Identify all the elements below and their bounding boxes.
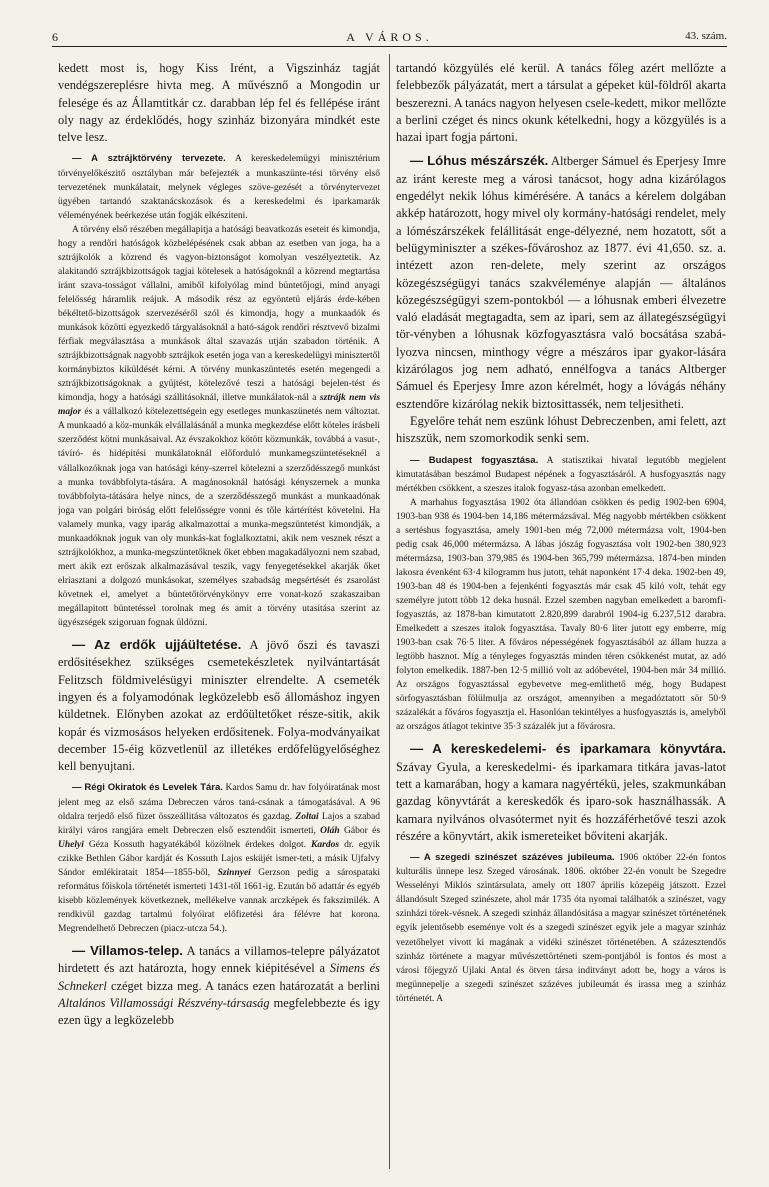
strike-law-p2 xyxy=(58,223,380,630)
strike-law-p2-text: A törvény első részében megállapitja a hatósági beavatkozás eseteit és kimondja, hogy a rendőri hatóságok közbelépésének csak abban az esetben van joga, ha a sztrájkolók a közrend és vagyon-biztonságot komolyan veszélyeztetik. Az alakitandó sztrájkbizottságok tagjai kötelesek a hatóságoknál a közrend megtartása iránt szava-tosságot vállalni, amiből kifolyólag mind büntetőjogi, mind anyagi felelősség háramlik reájuk. A második rész az egyöntetü eljárás érde-kében békéltető-bizottságok szervezéséről szól és kimondja, hogy a munkaadók és munkások közötti egyezkedő tárgyalásoknál a ható-ságok rendőri résztvevő bizalmi férfiak megválasztása a munkások által szavazás utján szabadon történik. A sztrájkbizottságnak nagyobb sztrájkok esetén joga van a kereskedelügyi minisztertől kormánybiztos kiküldését kérni. A törvény munkaszüntetés esetén megengedi a sztrájkbizottságoknak a gyüjtést, kötelezővé teszi a hatósági bejelen-tést és kimondja, hogy a hatósági szállitásoknál, illetve munkálatok-nál a xyxy=(58,224,380,404)
issue-number: 43. szám. xyxy=(685,30,727,42)
strike-law-p2-tail: és a vállalkozó kötelezettségein egy esetleges munkaszünetés nem változtat. A munkaadó a köz-munkák elvállalásánál a munka megkezdése előtt köteles irásbeli szerződést kötni munkásaival. Az évszakokhoz kötött közmunkák, továbbá a vasut-, távíró- és hidépitési munkálatoknál előforduló munkamegszüntetéseknél a vállalkozóknak joga van hatósági kény-szerrel kötelezni a szerződésszegő munkást a munka továbbfolyta-tására. A magánosoknál hatósági kényszernek a munka továbbfolyta-tátására helye nincs, de a szerződésszegő munkást a munkaadónak joga van polgári biróság előtt felelősségre vonni és tőle kártérítést követelni. Ha valamely munka, vagy iparág alkalmazottai a munka-megszüntetést kimondják, a munkaadóknak joguk van oly munkás-kat foglalkoztatni, akik nem vesznek részt a sztrájkolókhoz, a munka-megszüntetőknek őket ebben magakadályozni nem szabad, mert akik ezt erőszak alkalmazásával teszik, vagy fenyegetésekkel akarják őket elriasztani a dolgozó munkásokat, személyes szabadság megsértését és zsarolást követnek el, amelyet a büntetőtörvénykönyv erre vonat-kozó szakaszaiban megállapitott büntetéssel torolnak meg és amit a törvény utasítása szerint az ügyészségek szigoruan fognak üldözni. xyxy=(58,407,380,629)
article-documents xyxy=(58,781,380,936)
heading-budapest-consumption: — Budapest fogyasztása. xyxy=(410,454,539,466)
horse-meat-p1: Altberger Sámuel és Eperjesy Imre az iránt kereste meg a városi tanácsot, hogy adna kizárólagos engedélyt nekik lóhus kimérésére. A tanács a kérelem dolgában akkép határozott, hogy mivel oly kormány-hatósági rendelet, mely a lómészárszékek felállitását enge-délyezné, nem hozatott, sőt a belügyminiszter a székes-fővároshoz az 1877. évi 41,650. sz. a. intézett azon ren-delete, mely szerint az országos közegészségügyi tanács szakvéleménye alapján — általános közegészségügyi szem-pontokból — a lóhusnak emberi élvezetre való eladását megtagadta, sem az ipari, sem az állategészségügyi tör-vényben a lóhusnak közfogyasztásra való bocsátása szabá-lyozva nincsen, minthogy végre a mészáros ipar gyakor-lására kizárólagos jog nem adható, ennélfogva a tanács Altberger Sámuel és Eperjesy Imre azon kérelmét, hogy a lóvágás néhány esztendőre kizárólag nekik biztosittassék, nem teljesitheti. xyxy=(396,154,726,411)
documents-text-2: Lajos a szabad királyi város rangjára emelt Debreczen első esztendőit ismerteti, xyxy=(58,811,380,836)
article-budapest-consumption xyxy=(396,454,726,496)
article-strike-law xyxy=(58,152,380,222)
heading-reforestation: — Az erdők ujjáültetése. xyxy=(72,637,242,653)
power-plant-text-1: A tanács a villamos-telepre pályázatot hirdetett és azt határozta, hogy ennek kiépitésével a xyxy=(58,943,380,976)
header-rule xyxy=(52,46,727,47)
strike-law-p1: A kereskedelemügyi minisztérium törvényelőkészitő osztályban már befejezték a munkaszünte-tési törvény első tervezetének munkálatait, melynek végleges szöve-gezését a törvénytervezet ügyében tartandó szaktanácskozások és a kereskedelmi és iparkamarák véleményének beérkezése után fogják elkésziteni. xyxy=(58,154,380,221)
name-uhelyi: Uhelyi xyxy=(58,839,84,850)
heading-documents: — Régi Okiratok és Levelek Tára. xyxy=(72,782,223,794)
article-horse-meat xyxy=(396,152,726,412)
horse-meat-p2: Egyelőre tehát nem eszünk lóhust Debreczenben, ami felett, azt hiszszük, nem szomorkodik senki sem. xyxy=(396,413,726,446)
power-plant-text-3: megfelebbezte és igy ezen ügy a legközelebb xyxy=(58,995,380,1028)
szeged-theatre-body: 1906 október 22-én fontos kulturális ünnepe lesz Szeged városának. 1806. október 22-én vonult be Szegedre Wesselényi Miklós szintársulata, amely ott 1807 április közepéig játszott. Ezzel állandósult Szeged szinészete, ahol már 1735 óta nyomai találhatók a szinészet, vagy szinházi törek-vésnek. A szegedi szinház állandósitása a magyar szinészet történetének egyik jelentősebb eseménye volt és a szegedi szinészet egyik jele a magyar szinház vezetőhelyet vivott ki magának a vidéki szinészet történetében. A százesztendős szinház története a magyar művészettörténeti szem-pontjából is fontos és most a városi főjegyző Ujlaki Antal és ötven társa inditványt adott be, hogy a város is megünnepelje a szegedi szinészet százéves jubileumát és irassa meg a szinház történetét. A xyxy=(396,853,726,1004)
column-divider xyxy=(389,54,390,1169)
name-zoltai: Zoltai xyxy=(295,811,319,822)
article-power-plant xyxy=(58,942,380,1029)
documents-text-3: Gábor és xyxy=(344,825,380,836)
left-intro: kedett most is, hogy Kiss Irént, a Vigszinház tagját vendégszereplésre hivta meg. A művésznő a Mongodin ur felesége és az Államtitkár cz. darabban lép fel és fellépése iránt oly nagy az érdeklődés, hogy szinház bizonyára mindkét este telve lesz. xyxy=(58,61,380,145)
strike-law-emphasis: sztrájk nem vis major xyxy=(58,393,380,418)
budapest-consumption-p1: A statisztikai hivatal legutóbb megjelent kimutatásában beszámol Budapest népének a fogyasztásáról. A husfogyasztás nagy mértékben csökkent, a szeszes italok fogyasz-tása azonban emelkedett. xyxy=(396,455,726,494)
name-kardos: Kardos xyxy=(311,839,340,850)
documents-text-1: Kardos Samu dr. hav folyóiratának most jelent meg az első száma Debreczen város taná-csának a támogatásával. A 96 oldalra terjedő első füzet összeállitása változatos és gazdag. xyxy=(58,783,380,822)
page-number: 6 xyxy=(52,30,59,44)
heading-szeged-theatre: — A szegedi szinészet százéves jubileuma. xyxy=(410,852,615,864)
right-column xyxy=(396,60,726,1172)
power-plant-text-2: czéget bizza meg. A tanács ezen határozatát a berlini xyxy=(111,978,380,993)
name-simens: Simens és Schnekerl xyxy=(58,961,380,993)
chamber-library-body: Szávay Gyula, a kereskedelmi- és iparkamara titkára javas-latot tett a kamarában, hogy a kamara nagyértékü, jeles, szakmunkában gazdag könyvtárát a kereskedők és iparo-sok használhassák. A kamara nyilvános olvasótermet nyit és hozzáférhetővé teszi azok részére a könyvtárt, akik ismereteiket bőviteni akarják. xyxy=(396,759,726,843)
reforestation-body: A jövő őszi és tavaszi erdősitésekhez szükséges csemetekészletek nyilvántartását Felitzsch földmivelésügyi miniszter elrendelte. A csemeték ingyen és a folyamodónak legközelebb eső állomáshoz ingyen küldetnek. Előnyben azokat az erdőültetőket része-sitik, akik kopár és vizmosásos helyeken erdősitenek. Folya-modványaikat december 15-éig közvetlenül az illetékes erdőfelügyelőséghez kell benyujtani. xyxy=(58,638,380,774)
heading-chamber-library: — A kereskedelemi- és iparkamara könyvtára. xyxy=(410,741,726,757)
article-chamber-library xyxy=(396,740,726,845)
name-altalanos: Altalános Villamossági Részvény-társaság xyxy=(58,995,270,1010)
documents-text-5: dr. egyik czikke Bethlen Gábor kardját és Kossuth Lajos esküjét ismer-teti, a másik Ujfalvy Sándor emlékiratait 1854—1855-ből, xyxy=(58,839,380,878)
budapest-consumption-p2: A marhahus fogyasztása 1902 óta állandóan csökken és pedig 1902-ben 6904, 1903-ban 938 és 1904-ben 14,186 métermázsával. Még nagyobb mértékben csökkent a sertéshus fogyasztása, amely 1901-ben még 72,000 métermázsa volt, 1904-ben pedig csak 46,000 métermázsa. A lábas jószág fogyasztása volt 1902-ben 380,923 métermázsa, 1903-ban 379,985 és 1904-ben 365,799 métermázsa. 1874-ben minden lakosra évenként 63·4 kilogramm hus jutott, tehát naponként 17·4 deka. 1902-ben 49, 1903-ban 48 és 1904-ben a fejenkénti fogyasztás már csak 45 kiló volt, tehát egy személyre jutott több 12 deka husnál. Ezzel szemben nagyban emelkedett a baromfi-fogyasztás, az 1878-ban kimutatott 2.820,899 darabról 1904-ig 6.237,512 darabra. Emelkedett a szeszes italok fogyasztása. Tavaly 80·6 liter jutott egy emberre, míg 1903-ban csak 76·5 liter. A főváros népességének fogyasztásából az állam huzza a legtöbb hasznot. Míg a tényleges fogyasztás minden téren csökkenést mutat, az adó folyton emelkedik. 1887-ben 12·5 millió volt az adóbevétel, 1904-ben már 34 millió. Az országos fogyasztással egybevetve meg-emlithető még, hogy Budapest sörfogyasztásban fölülmulja az országot, amennyiben a megadóztatott sör 50·9 százalékát a főváros fogyasztja el. Hasonlóan tekintélyes a husfogyasztás is, amelyből az országos átlagot tekintve 35·3 százalék jut a fővárosra. xyxy=(396,497,726,733)
heading-strike-law: — A sztrájktörvény tervezete. xyxy=(72,153,226,165)
documents-text-6: Gerzson pedig a sárospataki református főiskola történetét ismerteti 1431-től 1661-ig. Ezután bő adattár és egyéb kisebb közlemények következnek, mellékelve vannak arczképek és fakszimilék. A rendkivül gazdag tartalmú folyóirat előfizetési ára félévre hat korona. Megrendelhető Debreczen (piacz-utcza 54.). xyxy=(58,867,380,934)
name-szinnyei: Szinnyei xyxy=(217,867,251,878)
left-column xyxy=(58,60,380,1172)
name-olah: Oláh xyxy=(320,825,340,836)
article-szeged-theatre xyxy=(396,851,726,1006)
page-header xyxy=(52,30,727,46)
right-intro: tartandó közgyülés elé kerül. A tanács főleg azért mellőzte a felebbezők pályázatát, mert a társulat a gépeket kül-földről akarta beszerezni. A tanács nagyon helyesen csele-kedett, mikor mellőzte a berlini czéget és nincs okunk kételkedni, hogy a közgyülés is a hazai ipart fogja pártoni. xyxy=(396,61,726,145)
journal-title: A VÁROS. xyxy=(346,30,433,44)
heading-power-plant: — Villamos-telep. xyxy=(72,942,183,958)
article-reforestation xyxy=(58,636,380,775)
documents-text-4: Géza Kossuth hagyatékából közölnek érdekes dolgot. xyxy=(88,839,306,850)
heading-horse-meat: — Lóhus mészárszék. xyxy=(410,153,549,169)
